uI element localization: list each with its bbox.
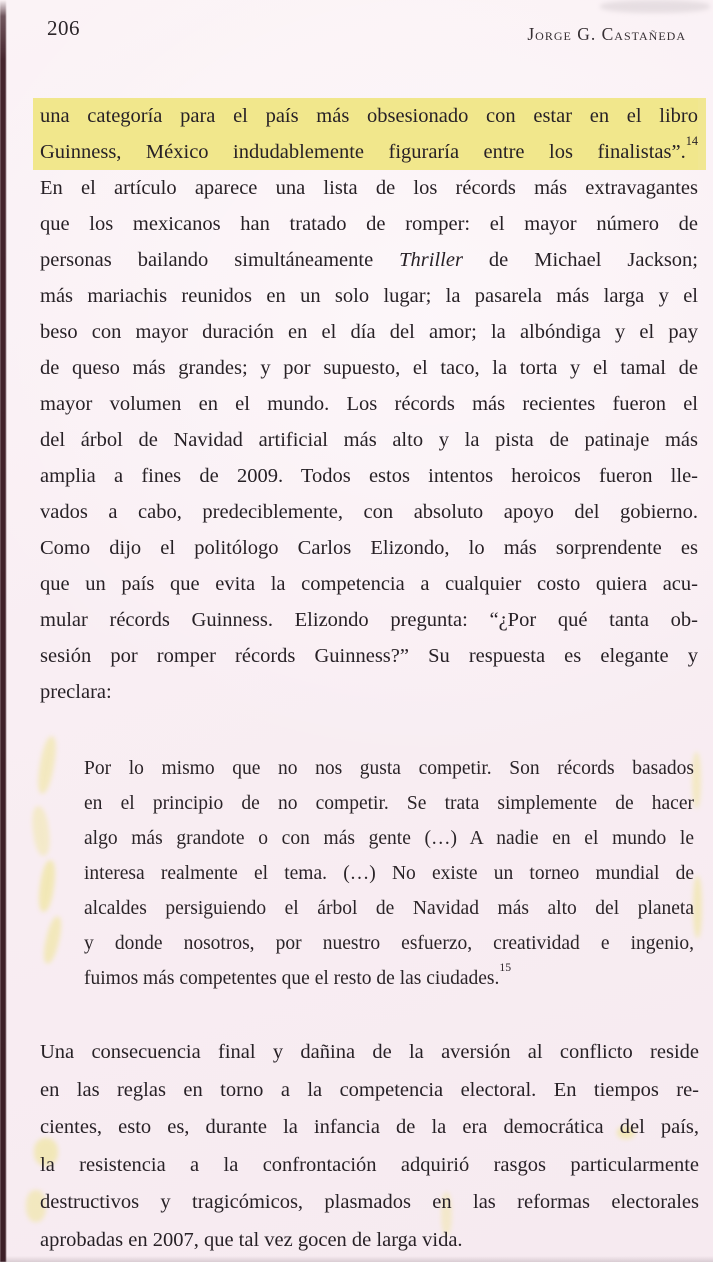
- text-line: [40, 314, 698, 350]
- text-segment: Thriller: [399, 249, 463, 271]
- text-segment: que un país que evita la competencia a cualquier costo quiera acu-: [40, 573, 698, 595]
- text-line: [84, 926, 694, 961]
- text-line: [40, 602, 698, 638]
- text-segment: Como dijo el politólogo Carlos Elizondo, lo más sorprendente es: [40, 537, 698, 559]
- text-line: [84, 891, 694, 926]
- text-segment: una categoría para el país más obsesionado con estar en el libro: [40, 105, 698, 127]
- text-segment: de queso más grandes; y por supuesto, el taco, la torta y el tamal de: [40, 357, 698, 379]
- scanner-edge-shadow: [0, 0, 6, 1262]
- footnote-marker: 14: [685, 133, 698, 148]
- text-line: [84, 856, 694, 891]
- body-paragraph-records: [40, 98, 698, 710]
- page-number: 206: [47, 16, 80, 40]
- text-segment: y donde nosotros, por nuestro esfuerzo, creatividad e ingenio,: [84, 933, 694, 954]
- text-line: [40, 386, 698, 422]
- text-line: [84, 786, 694, 821]
- text-line: [40, 1184, 699, 1222]
- text-line: [40, 674, 698, 710]
- text-line: [40, 422, 698, 458]
- text-segment: personas bailando simultáneamente: [40, 249, 400, 271]
- text-line: [40, 1109, 699, 1147]
- text-segment: del árbol de Navidad artificial más alto y la pista de patinaje más: [40, 429, 698, 451]
- text-segment: beso con mayor duración en el día del amor; la albóndiga y el pay: [40, 321, 698, 343]
- text-segment: algo más grandote o con más gente (…) A nadie en el mundo le: [84, 828, 694, 849]
- text-segment: de Michael Jackson;: [462, 249, 698, 271]
- scan-smudge: [600, 0, 710, 13]
- text-line: [40, 1222, 699, 1260]
- text-line: [40, 170, 698, 206]
- text-segment: cientes, esto es, durante la infancia de la era democrática del país,: [40, 1116, 699, 1138]
- text-segment: En el artículo aparece una lista de los récords más extravagantes: [40, 177, 698, 199]
- text-segment: más mariachis reunidos en un solo lugar; la pasarela más larga y el: [40, 285, 698, 307]
- text-segment: que los mexicanos han tratado de romper: el mayor número de: [40, 213, 698, 235]
- text-segment: Una consecuencia final y dañina de la aversión al conflicto reside: [40, 1041, 699, 1063]
- text-line: [40, 458, 698, 494]
- text-segment: mular récords Guinness. Elizondo pregunta: “¿Por qué tanta ob-: [40, 609, 698, 631]
- text-segment: en las reglas en torno a la competencia electoral. En tiempos re-: [40, 1078, 699, 1101]
- text-segment: mayor volumen en el mundo. Los récords más recientes fueron el: [40, 393, 698, 415]
- highlighter-smudge: [36, 859, 57, 912]
- body-paragraph-electoral: [40, 1034, 699, 1259]
- text-segment: sesión por romper récords Guinness?” Su respuesta es elegante y: [40, 645, 698, 667]
- text-segment: fuimos más competentes que el resto de las ciudades.: [84, 968, 500, 989]
- text-line: [40, 350, 698, 386]
- text-segment: amplia a fines de 2009. Todos estos intentos heroicos fueron lle-: [40, 465, 698, 487]
- text-line: [40, 242, 698, 278]
- text-line: [40, 566, 698, 602]
- text-line: [84, 821, 694, 856]
- text-line: [40, 206, 698, 242]
- text-segment: aprobadas en 2007, que tal vez gocen de larga vida.: [40, 1228, 463, 1251]
- highlighter-smudge: [41, 915, 64, 965]
- highlighter-smudge: [35, 735, 59, 795]
- text-line: [84, 961, 694, 996]
- text-segment: vados a cabo, predeciblemente, con absoluto apoyo del gobierno.: [40, 501, 698, 523]
- text-line: [40, 494, 698, 530]
- text-segment: la resistencia a la confrontación adquirió rasgos particularmente: [40, 1153, 699, 1176]
- highlighter-smudge: [693, 876, 702, 938]
- highlighter-smudge: [30, 805, 52, 857]
- text-line: [40, 98, 698, 134]
- text-segment: destructivos y tragicómicos, plasmados en las reformas electorales: [40, 1191, 699, 1213]
- text-segment: alcaldes persiguiendo el árbol de Navidad más alto del planeta: [84, 898, 694, 919]
- block-quote-elizondo: [84, 751, 694, 996]
- text-line: [40, 1072, 699, 1110]
- text-segment: en el principio de no competir. Se trata simplemente de hacer: [84, 793, 694, 814]
- text-segment: Por lo mismo que no nos gusta competir. Son récords basados: [84, 758, 694, 779]
- page-bottom-shadow: [0, 1256, 713, 1262]
- text-segment: interesa realmente el tema. (…) No existe un torneo mundial de: [84, 863, 694, 884]
- text-line: [40, 134, 698, 170]
- text-line: [40, 278, 698, 314]
- text-line: [84, 751, 694, 786]
- footnote-marker: 15: [499, 961, 512, 975]
- text-line: [40, 1034, 699, 1072]
- running-header-author: Jorge G. Castañeda: [527, 24, 686, 44]
- text-line: [40, 1147, 699, 1185]
- text-segment: preclara:: [40, 681, 112, 703]
- text-segment: Guinness, México indudablemente figuraría entre los finalistas”.: [40, 141, 686, 163]
- text-line: [40, 638, 698, 674]
- text-line: [40, 530, 698, 566]
